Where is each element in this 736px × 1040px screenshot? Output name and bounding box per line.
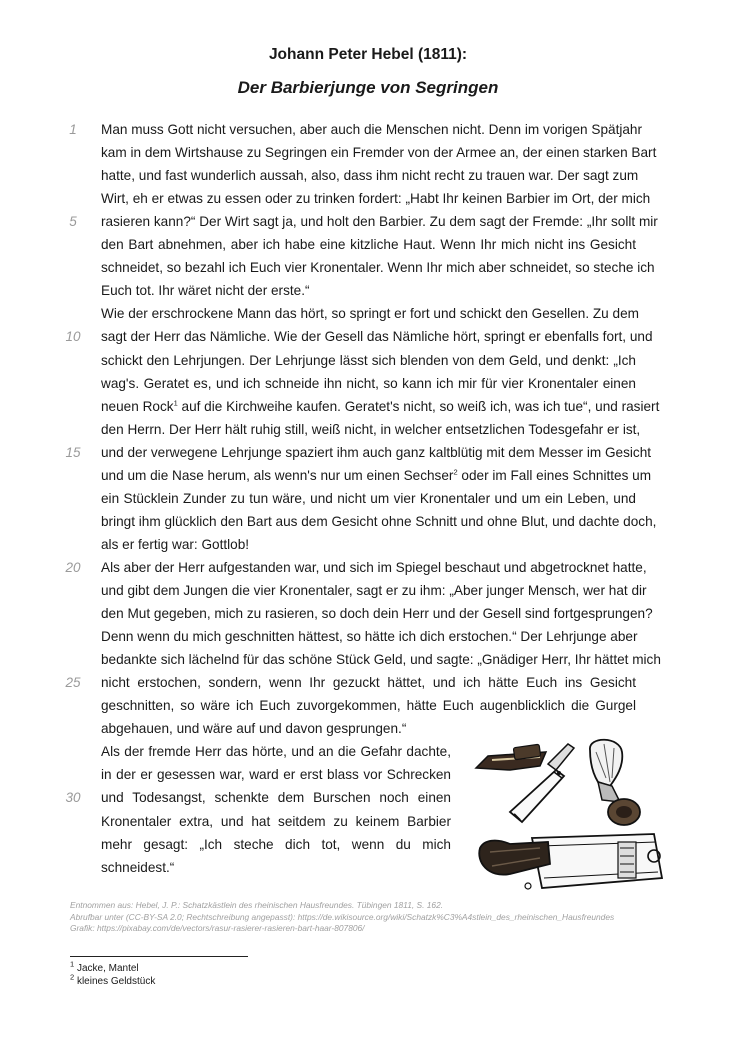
footnote-marker: 2 <box>453 467 458 477</box>
line-number: 1 <box>69 122 77 137</box>
author-line: Johann Peter Hebel (1811): <box>268 46 468 63</box>
text-line: und der verwegene Lehrjunge spaziert ihm auch ganz kaltblütig mit dem Messer im Gesicht <box>101 444 652 460</box>
footnote-marker: 1 <box>173 398 178 408</box>
text-line: sagt der Herr das Nämliche. Wie der Gesell das Nämliche hört, springt er ebenfalls fort, und <box>101 329 653 345</box>
line-number: 5 <box>69 214 77 230</box>
text-line: Denn wenn du mich geschnitten hättest, so hätte ich dich erstochen.“ Der Lehrjunge aber <box>101 629 638 645</box>
text-line: und um die Nase herum, als wenn's nur um einen Sechser$^2$ oder im Fall eines Schnittes um <box>101 467 652 483</box>
text-line: kam in dem Wirtshause zu Segringen ein Fremder von der Armee an, der einen starken Bart <box>101 145 657 161</box>
text-line: Euch tot. Ihr wäret nicht der erste.“ <box>101 283 310 299</box>
text-line: rasieren kann?“ Der Wirt sagt ja, und holt den Barbier. Zu dem sagt der Fremde: „Ihr sollt mir <box>101 214 658 230</box>
line-number: 30 <box>65 790 81 806</box>
text-line: hatte, und fast wunderlich aussah, also, dass ihm nicht recht zu trauen war. Der sagt zum <box>101 168 639 184</box>
text-line: abgehauen, und wäre auf und davon gesprungen.“ <box>101 721 407 737</box>
text-line: wag's. Geratet es, und ich schneide ihn nicht, so kann ich mir für vier Kronentaler einen <box>101 375 636 391</box>
text-line: geschnitten, so wäre ich Euch zuvorgekommen, hätte Euch augenblicklich die Gurgel <box>101 698 636 714</box>
text-line: mehr gesagt: „Ich steche dich tot, wenn du mich <box>101 836 451 852</box>
footnote: $^2$ kleines Geldstück <box>70 972 156 987</box>
footnote: $^1$ Jacke, Mantel <box>70 959 139 974</box>
text-line: bedankte sich lächelnd für das schöne Stück Geld, und sagte: „Gnädiger Herr, Ihr hättet mich <box>101 652 661 668</box>
text-line: Als der fremde Herr das hörte, und an die Gefahr dachte, <box>101 744 451 760</box>
text-line: neuen Rock$^1$ auf die Kirchweihe kaufen. Geratet's nicht, so weiß ich, was ich tue“, und rasiert <box>101 398 660 414</box>
text-line: den Mut gegeben, mich zu rasieren, so doch dein Herr und der Gesell sind fortgesprungen? <box>101 606 653 622</box>
text-line: Wirt, eh er etwas zu essen oder zu trinken fordert: „Habt Ihr keinen Barbier im Ort, der mich <box>101 191 651 207</box>
line-number: 15 <box>65 444 81 460</box>
line-number: 10 <box>65 329 81 345</box>
source-line: Grafik: https://pixabay.com/de/vectors/rasur-rasierer-rasieren-bart-haar-807806/ <box>70 923 365 933</box>
text-line: als er fertig war: Gottlob! <box>101 536 250 552</box>
line-number: 25 <box>65 675 81 691</box>
text-line: nicht erstochen, sondern, wenn Ihr gezuckt hättet, und ich hätte Euch ins Gesicht <box>101 675 636 691</box>
text-line: Wie der erschrockene Mann das hört, so springt er fort und schickt den Gesellen. Zu dem <box>101 306 639 322</box>
text-line: und Todesangst, schenkte dem Burschen noch einen <box>101 790 451 806</box>
razor-case-icon <box>479 834 662 889</box>
text-line: Kronentaler extra, und hat seitdem zu keinem Barbier <box>101 813 451 829</box>
source-line: Entnommen aus: Hebel, J. P.: Schatzkästlein des rheinischen Hausfreundes. Tübingen 1811, S. 162. <box>70 900 444 910</box>
text-line: schickt den Lehrjungen. Der Lehrjunge lässt sich blenden von dem Geld, und denkt: „Ich <box>101 352 636 368</box>
footnote-divider <box>70 956 248 957</box>
brush-icon <box>590 740 640 825</box>
text-line: schneidet, so bezahl ich Euch vier Kronentaler. Wenn Ihr mich aber schneidet, so steche ich <box>101 260 655 276</box>
strop-icon <box>476 744 546 770</box>
text-line: den Herrn. Der Herr hält ruhig still, weiß nicht, in welcher entsetzlichen Todesgefahr er ist, <box>101 421 641 437</box>
text-line: ein Stücklein Zunder zu tun wäre, und nicht um vier Kronentaler und um ein Leben, und <box>101 490 636 506</box>
source-line: Abrufbar unter (CC-BY-SA 2.0; Rechtschreibung angepasst): https://de.wikisource.org/wiki/Schatzk%C3%A4stlein_des_rheinischen_Hausfreundes <box>70 911 615 922</box>
text-line: schneidest.“ <box>101 859 175 875</box>
text-line: und gibt dem Jungen die vier Kronentaler, sagt er zu ihm: „Aber junger Mensch, wer hat dir <box>101 583 647 598</box>
page-title: Der Barbierjunge von Segringen <box>237 78 499 97</box>
text-line: Als aber der Herr aufgestanden war, und sich im Spiegel beschaut und abgetrocknet hatte, <box>101 559 647 575</box>
text-line: den Bart abnehmen, aber ich habe eine kitzliche Haut. Wenn Ihr mich nicht ins Gesicht <box>101 237 636 253</box>
text-line: bringt ihm glücklich den Bart aus dem Gesicht ohne Schnitt und ohne Blut, und dachte doch, <box>101 513 657 529</box>
text-line: in der er gesessen war, ward er erst blass vor Schrecken <box>101 767 451 783</box>
text-line: Man muss Gott nicht versuchen, aber auch die Menschen nicht. Denn im vorigen Spätjahr <box>101 122 643 137</box>
line-number: 20 <box>65 559 81 575</box>
shaving-tools-illustration <box>470 738 670 904</box>
